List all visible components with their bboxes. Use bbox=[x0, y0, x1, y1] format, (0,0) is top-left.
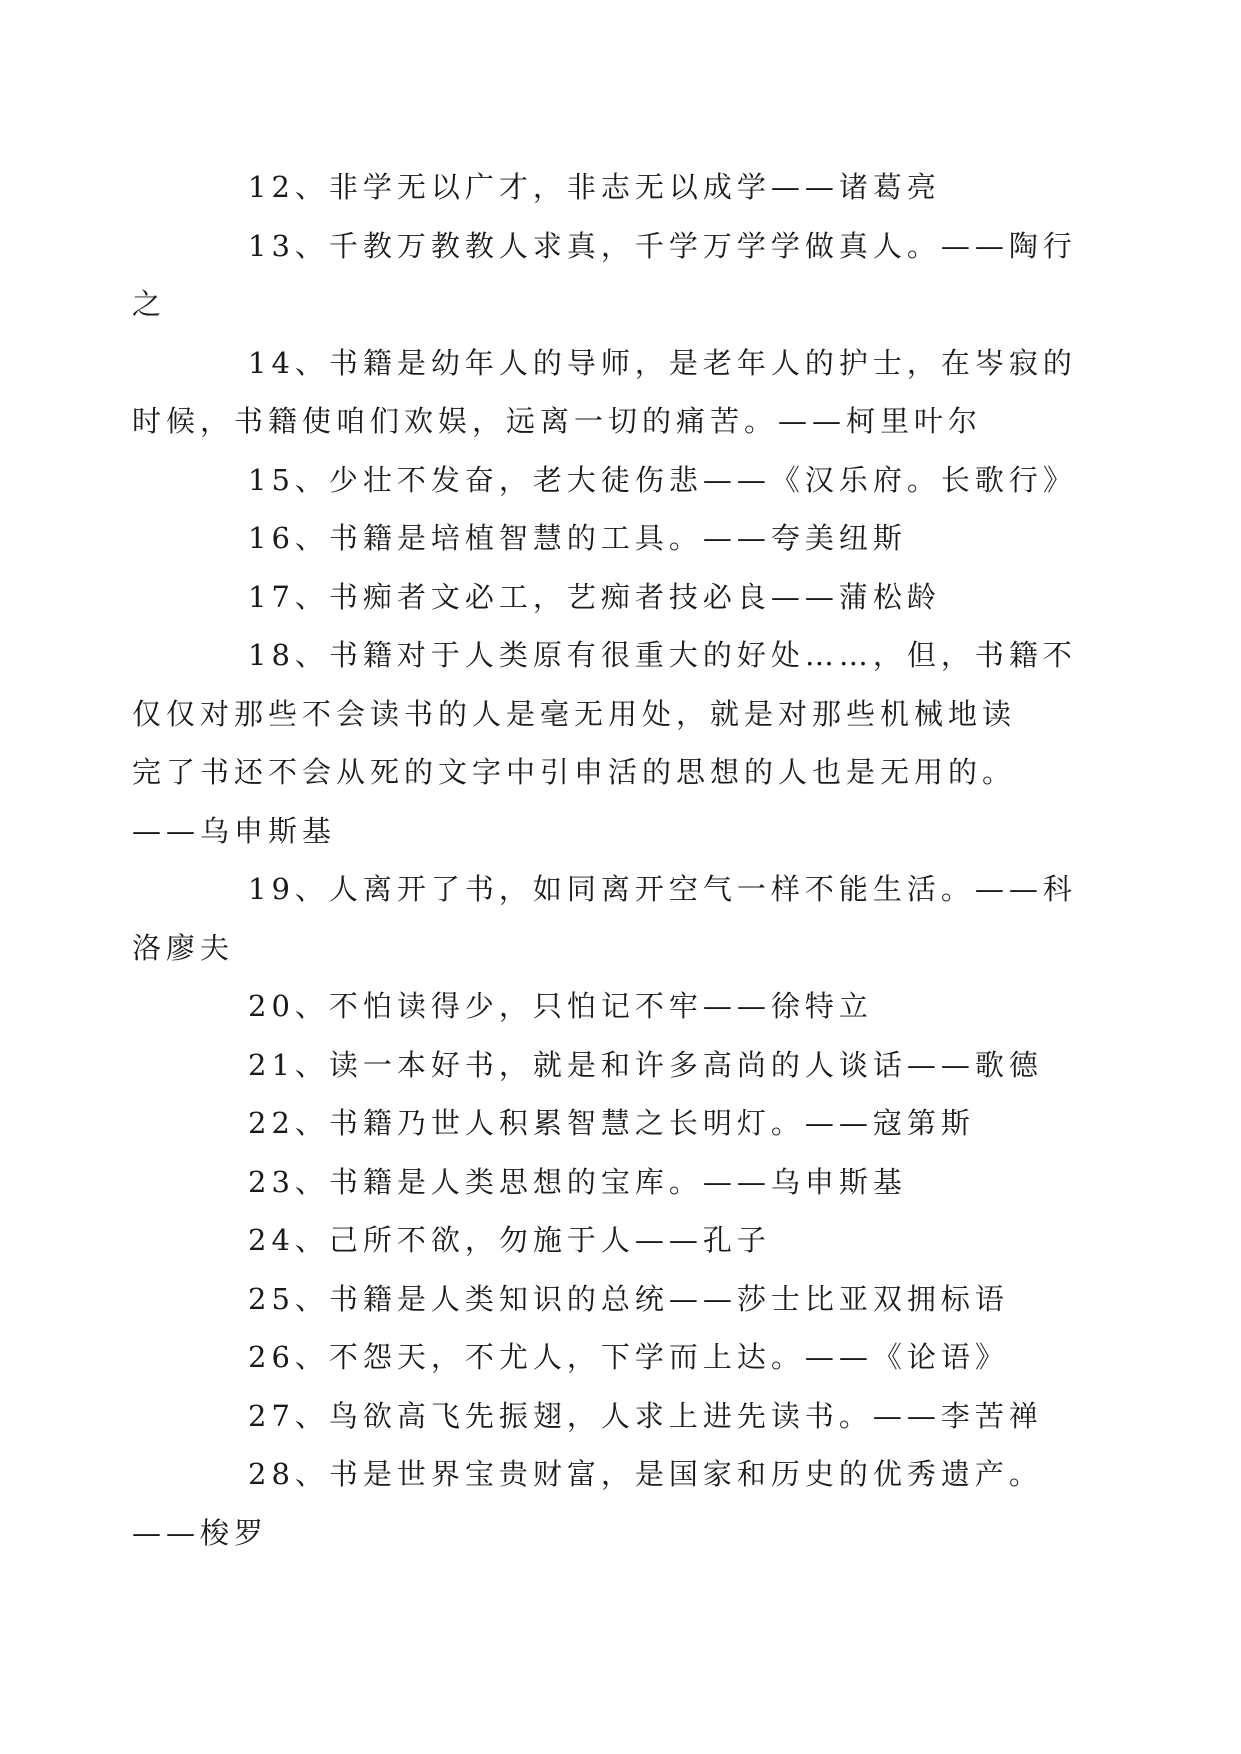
quote-item bbox=[190, 1036, 1090, 1095]
quote-item bbox=[190, 977, 1090, 1036]
quote-item bbox=[132, 626, 1090, 860]
quote-item bbox=[132, 334, 1090, 451]
quote-line: 洛廖夫 bbox=[132, 930, 235, 965]
quote-list bbox=[132, 158, 1090, 1562]
quote-line: 16、书籍是培植智慧的工具。——夸美纽斯 bbox=[248, 521, 907, 555]
quote-item bbox=[190, 1328, 1090, 1387]
quote-line: 12、非学无以广才，非志无以成学——诸葛亮 bbox=[248, 170, 941, 204]
quote-line: 20、不怕读得少，只怕记不牢——徐特立 bbox=[248, 989, 873, 1023]
quote-line: 15、少壮不发奋，老大徒伤悲——《汉乐府。长歌行》 bbox=[248, 462, 1077, 497]
quote-line: 24、己所不欲，勿施于人——孔子 bbox=[248, 1223, 771, 1257]
quote-line: 23、书籍是人类思想的宝库。——乌申斯基 bbox=[248, 1164, 907, 1199]
quote-line: 时候，书籍使咱们欢娱，远离一切的痛苦。——柯里叶尔 bbox=[132, 404, 983, 438]
quote-item bbox=[190, 1270, 1090, 1329]
quote-line: 仅仅对那些不会读书的人是毫无用处，就是对那些机械地读 bbox=[132, 696, 1017, 731]
quote-line: 完了书还不会从死的文字中引申活的思想的人也是无用的。 bbox=[132, 755, 1017, 789]
quote-line: 19、人离开了书，如同离开空气一样不能生活。——科 bbox=[248, 872, 1077, 906]
quote-line: 25、书籍是人类知识的总统——莎士比亚双拥标语 bbox=[248, 1281, 1009, 1316]
quote-line: ——梭罗 bbox=[132, 1515, 269, 1550]
quote-item bbox=[132, 1445, 1090, 1562]
quote-item bbox=[190, 158, 1090, 217]
quote-item bbox=[190, 1211, 1090, 1270]
quote-item bbox=[190, 568, 1090, 627]
quote-item bbox=[190, 451, 1090, 510]
quote-line: 之 bbox=[132, 287, 167, 321]
quote-line: 27、鸟欲高飞先振翅，人求上进先读书。——李苦禅 bbox=[248, 1398, 1043, 1433]
quote-item bbox=[132, 217, 1090, 334]
quote-item bbox=[132, 860, 1090, 977]
quote-item bbox=[190, 1387, 1090, 1446]
quote-line: 28、书是世界宝贵财富，是国家和历史的优秀遗产。 bbox=[248, 1457, 1043, 1491]
quote-line: 26、不怨天，不尤人，下学而上达。——《论语》 bbox=[248, 1340, 1009, 1374]
quote-line: 22、书籍乃世人积累智慧之长明灯。——寇第斯 bbox=[248, 1106, 975, 1140]
quote-item bbox=[190, 1153, 1090, 1212]
quote-line: 21、读一本好书，就是和许多高尚的人谈话——歌德 bbox=[248, 1047, 1043, 1082]
quote-item bbox=[190, 509, 1090, 568]
quote-line: 17、书痴者文必工，艺痴者技必良——蒲松龄 bbox=[248, 579, 941, 614]
quote-item bbox=[190, 1094, 1090, 1153]
quote-line: 14、书籍是幼年人的导师，是老年人的护士，在岑寂的 bbox=[248, 345, 1077, 380]
quote-line: ——乌申斯基 bbox=[132, 813, 337, 848]
quote-line: 18、书籍对于人类原有很重大的好处……，但，书籍不 bbox=[248, 638, 1077, 672]
quote-line: 13、千教万教教人求真，千学万学学做真人。——陶行 bbox=[248, 228, 1077, 263]
